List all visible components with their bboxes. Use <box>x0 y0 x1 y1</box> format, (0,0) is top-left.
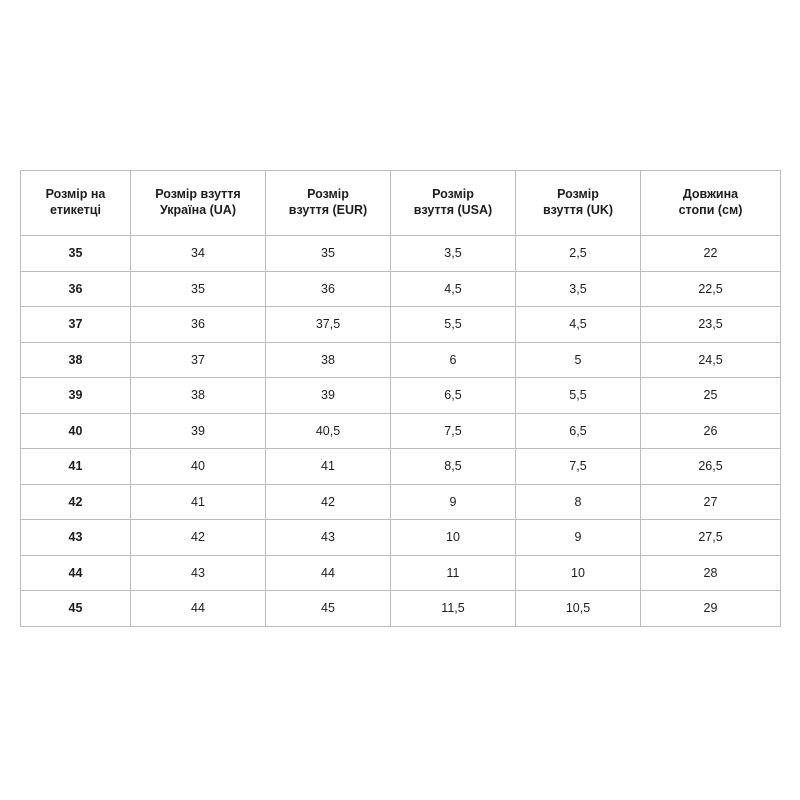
table-cell: 37 <box>131 342 266 378</box>
table-cell: 42 <box>266 484 391 520</box>
table-header <box>21 171 781 236</box>
table-cell: 40 <box>131 449 266 485</box>
table-cell: 22 <box>641 236 781 272</box>
column-header-line1: Розмір <box>307 187 349 202</box>
table-cell: 39 <box>266 378 391 414</box>
table-cell: 39 <box>131 413 266 449</box>
table-row <box>21 449 781 485</box>
table-cell: 9 <box>516 520 641 556</box>
column-header-eur-size <box>266 171 391 236</box>
table-row <box>21 520 781 556</box>
cell-label-size: 36 <box>21 271 131 307</box>
table-cell: 36 <box>266 271 391 307</box>
table-cell: 37,5 <box>266 307 391 343</box>
table-cell: 10 <box>516 555 641 591</box>
table-row <box>21 555 781 591</box>
table-row <box>21 484 781 520</box>
table-cell: 43 <box>266 520 391 556</box>
shoe-size-table <box>20 170 781 627</box>
table-header-row <box>21 171 781 236</box>
table-row <box>21 413 781 449</box>
column-header-line1: Розмір <box>432 187 474 202</box>
column-header-label-size <box>21 171 131 236</box>
table-cell: 3,5 <box>391 236 516 272</box>
column-header-ua-size <box>131 171 266 236</box>
table-cell: 23,5 <box>641 307 781 343</box>
table-cell: 6,5 <box>516 413 641 449</box>
table-row <box>21 236 781 272</box>
table-row <box>21 342 781 378</box>
table-cell: 8,5 <box>391 449 516 485</box>
cell-label-size: 37 <box>21 307 131 343</box>
table-cell: 44 <box>131 591 266 627</box>
table-cell: 43 <box>131 555 266 591</box>
table-cell: 40,5 <box>266 413 391 449</box>
table-cell: 11,5 <box>391 591 516 627</box>
table-cell: 42 <box>131 520 266 556</box>
table-cell: 7,5 <box>516 449 641 485</box>
table-cell: 4,5 <box>516 307 641 343</box>
cell-label-size: 44 <box>21 555 131 591</box>
table-cell: 41 <box>266 449 391 485</box>
table-cell: 34 <box>131 236 266 272</box>
column-header-line2: Україна (UA) <box>159 203 236 217</box>
table-row <box>21 591 781 627</box>
table-row <box>21 307 781 343</box>
column-header-line1: Розмір <box>557 187 599 202</box>
cell-label-size: 41 <box>21 449 131 485</box>
column-header-line2: взуття (USA) <box>413 203 493 217</box>
column-header-line1: Довжина <box>682 187 739 202</box>
table-cell: 5,5 <box>516 378 641 414</box>
column-header-line2: взуття (UK) <box>542 203 614 217</box>
table-cell: 26,5 <box>641 449 781 485</box>
column-header-line2: етикетці <box>50 203 101 217</box>
table-cell: 10,5 <box>516 591 641 627</box>
cell-label-size: 40 <box>21 413 131 449</box>
table-cell: 7,5 <box>391 413 516 449</box>
table-cell: 29 <box>641 591 781 627</box>
table-cell: 45 <box>266 591 391 627</box>
size-chart-container <box>20 170 780 627</box>
table-cell: 38 <box>266 342 391 378</box>
table-cell: 10 <box>391 520 516 556</box>
cell-label-size: 42 <box>21 484 131 520</box>
table-cell: 35 <box>266 236 391 272</box>
cell-label-size: 39 <box>21 378 131 414</box>
table-cell: 27,5 <box>641 520 781 556</box>
table-cell: 44 <box>266 555 391 591</box>
table-cell: 11 <box>391 555 516 591</box>
table-cell: 41 <box>131 484 266 520</box>
column-header-line2: взуття (EUR) <box>288 203 368 217</box>
table-cell: 28 <box>641 555 781 591</box>
column-header-line2: стопи (см) <box>678 203 743 217</box>
table-row <box>21 378 781 414</box>
table-cell: 27 <box>641 484 781 520</box>
table-cell: 24,5 <box>641 342 781 378</box>
table-cell: 6,5 <box>391 378 516 414</box>
table-cell: 25 <box>641 378 781 414</box>
cell-label-size: 45 <box>21 591 131 627</box>
table-cell: 3,5 <box>516 271 641 307</box>
table-cell: 36 <box>131 307 266 343</box>
column-header-foot-length <box>641 171 781 236</box>
cell-label-size: 35 <box>21 236 131 272</box>
table-cell: 38 <box>131 378 266 414</box>
table-cell: 26 <box>641 413 781 449</box>
table-cell: 22,5 <box>641 271 781 307</box>
cell-label-size: 43 <box>21 520 131 556</box>
cell-label-size: 38 <box>21 342 131 378</box>
column-header-line1: Розмір взуття <box>155 187 241 202</box>
table-cell: 4,5 <box>391 271 516 307</box>
table-cell: 9 <box>391 484 516 520</box>
table-cell: 2,5 <box>516 236 641 272</box>
column-header-uk-size <box>516 171 641 236</box>
table-cell: 35 <box>131 271 266 307</box>
table-cell: 8 <box>516 484 641 520</box>
table-cell: 5,5 <box>391 307 516 343</box>
column-header-line1: Розмір на <box>45 187 106 202</box>
column-header-usa-size <box>391 171 516 236</box>
table-cell: 6 <box>391 342 516 378</box>
table-cell: 5 <box>516 342 641 378</box>
table-row <box>21 271 781 307</box>
table-body <box>21 236 781 627</box>
